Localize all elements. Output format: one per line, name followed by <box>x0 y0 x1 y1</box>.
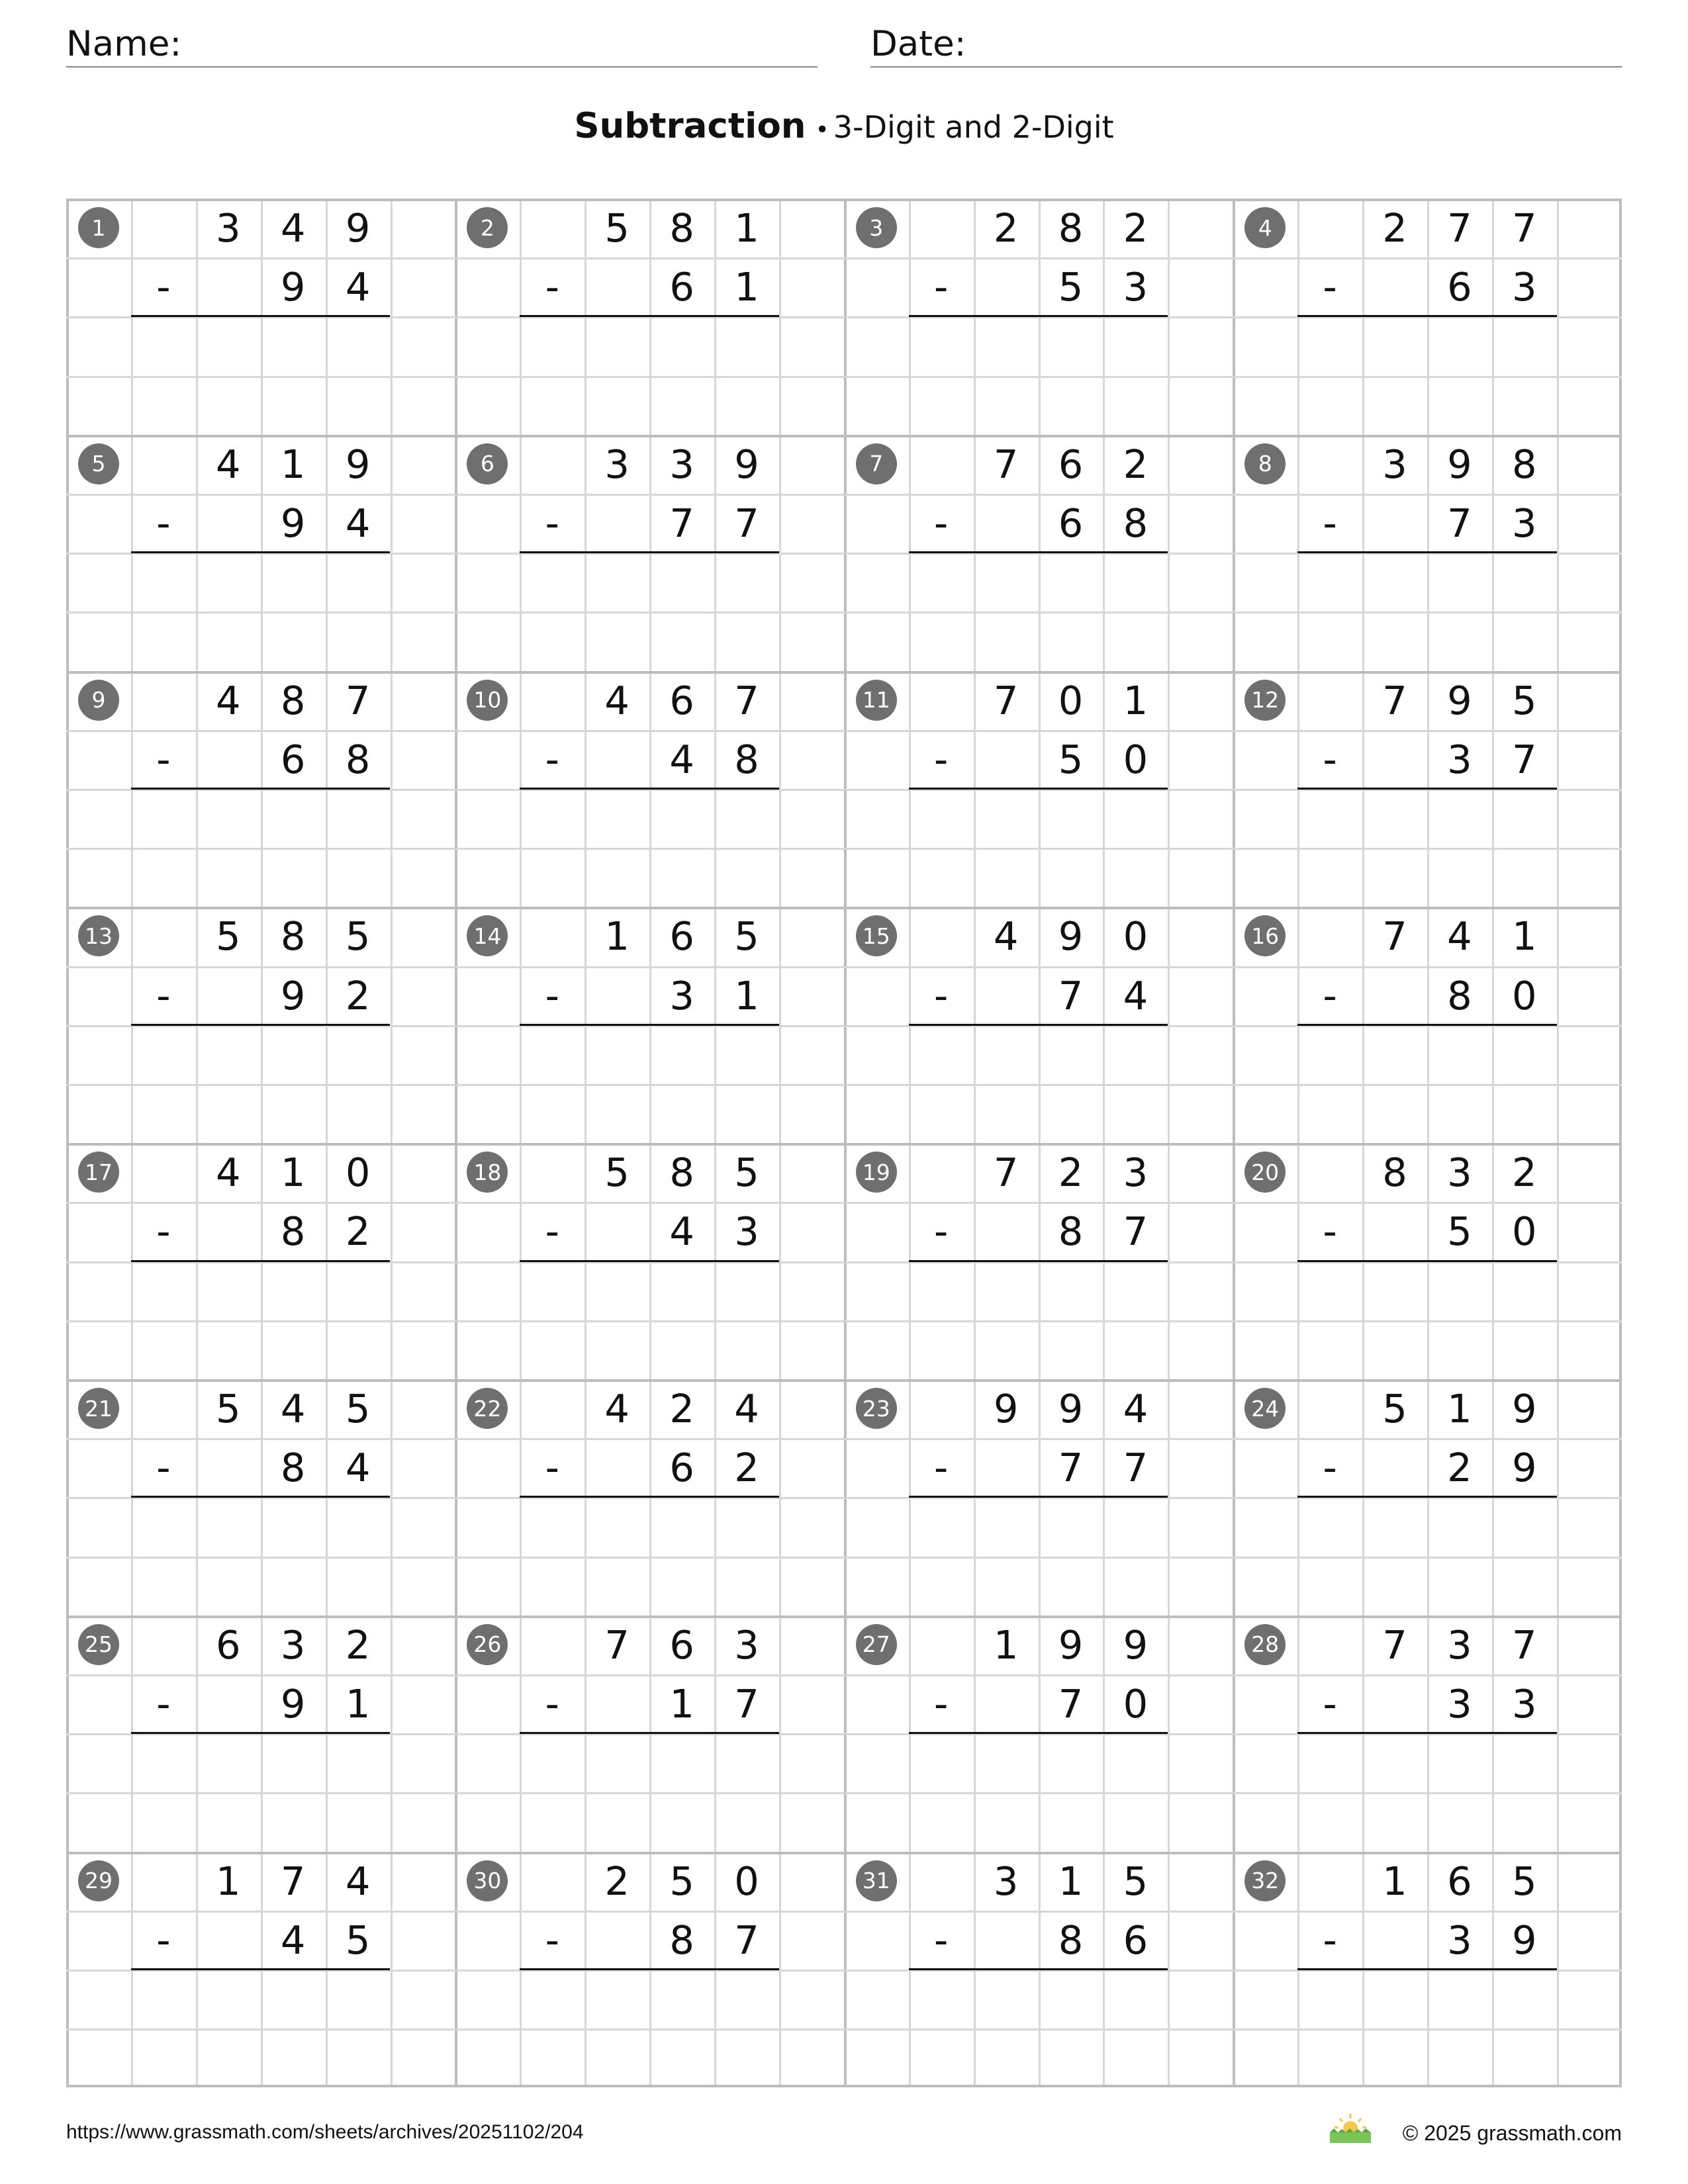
subtrahend-digit: 1 <box>734 264 759 310</box>
subtrahend-digit: 9 <box>1512 1445 1537 1491</box>
minus-sign: - <box>934 500 949 546</box>
minus-sign: - <box>934 1681 949 1727</box>
minuend-digit: 9 <box>1058 1386 1084 1432</box>
subtrahend-digit: 7 <box>1058 972 1084 1019</box>
minuend-digit: 1 <box>1123 677 1149 723</box>
minuend-digit: 6 <box>216 1621 241 1668</box>
problem-number-badge: 25 <box>78 1624 119 1665</box>
minuend-digit: 3 <box>216 205 241 251</box>
minuend-digit: 1 <box>604 913 630 960</box>
problem-number-badge: 22 <box>467 1388 508 1429</box>
problem-number-badge: 26 <box>467 1624 508 1665</box>
minuend-digit: 1 <box>280 441 306 487</box>
minuend-digit: 0 <box>1123 913 1149 960</box>
subtrahend-digit: 5 <box>1447 1208 1472 1255</box>
subtrahend-digit: 4 <box>1123 972 1149 1019</box>
subtrahend-digit: 7 <box>669 500 694 546</box>
answer-line <box>909 1732 1168 1734</box>
minuend-digit: 3 <box>280 1621 306 1668</box>
answer-line <box>909 1260 1168 1262</box>
grid-line <box>66 1084 1622 1086</box>
subtrahend-digit: 7 <box>1058 1681 1084 1727</box>
minuend-digit: 4 <box>993 913 1019 960</box>
minuend-digit: 7 <box>345 677 371 723</box>
minuend-digit: 3 <box>669 441 694 487</box>
minuend-digit: 1 <box>1382 1858 1407 1904</box>
problem-number-badge: 19 <box>856 1152 897 1193</box>
grid-line <box>66 2028 1622 2030</box>
subtrahend-digit: 7 <box>734 1917 759 1963</box>
subtrahend-digit: 8 <box>280 1208 306 1255</box>
problem-number-badge: 27 <box>856 1624 897 1665</box>
problem-number-badge: 28 <box>1244 1624 1286 1665</box>
minus-sign: - <box>1323 1681 1337 1727</box>
minus-sign: - <box>934 1445 949 1491</box>
minuend-digit: 9 <box>993 1386 1019 1432</box>
minuend-digit: 8 <box>280 913 306 960</box>
answer-line <box>909 315 1168 317</box>
minus-sign: - <box>1323 1208 1337 1255</box>
problem-number-badge: 20 <box>1244 1152 1286 1193</box>
minuend-digit: 1 <box>1058 1858 1084 1904</box>
minuend-digit: 4 <box>280 205 306 251</box>
minuend-digit: 6 <box>669 913 694 960</box>
problem-number-badge: 15 <box>856 915 897 956</box>
minuend-digit: 7 <box>993 677 1019 723</box>
minuend-digit: 5 <box>1123 1858 1149 1904</box>
answer-line <box>1297 1732 1557 1734</box>
problem-number-badge: 13 <box>78 915 119 956</box>
subtrahend-digit: 8 <box>734 736 759 782</box>
minus-sign: - <box>545 972 559 1019</box>
minuend-digit: 6 <box>1447 1858 1472 1904</box>
answer-line <box>520 315 779 317</box>
minuend-digit: 3 <box>993 1858 1019 1904</box>
answer-line <box>1297 1260 1557 1262</box>
footer-copyright: © 2025 grassmath.com <box>1402 2121 1622 2145</box>
minus-sign: - <box>545 264 559 310</box>
minus-sign: - <box>545 1917 559 1963</box>
minus-sign: - <box>156 1681 171 1727</box>
minus-sign: - <box>1323 264 1337 310</box>
minuend-digit: 3 <box>1382 441 1407 487</box>
answer-line <box>909 551 1168 553</box>
answer-line <box>909 1496 1168 1498</box>
subtrahend-digit: 4 <box>669 1208 694 1255</box>
minuend-digit: 9 <box>1447 441 1472 487</box>
subtrahend-digit: 6 <box>1123 1917 1149 1963</box>
minuend-digit: 7 <box>1382 913 1407 960</box>
minuend-digit: 5 <box>1382 1386 1407 1432</box>
minuend-digit: 5 <box>604 1150 630 1196</box>
subtrahend-digit: 2 <box>1447 1445 1472 1491</box>
minuend-digit: 8 <box>669 1150 694 1196</box>
minuend-digit: 2 <box>604 1858 630 1904</box>
problem-number-badge: 29 <box>78 1860 119 1901</box>
subtrahend-digit: 2 <box>345 972 371 1019</box>
minus-sign: - <box>545 1208 559 1255</box>
answer-line <box>131 1496 391 1498</box>
answer-line <box>520 551 779 553</box>
subtrahend-digit: 1 <box>345 1681 371 1727</box>
minuend-digit: 2 <box>1382 205 1407 251</box>
minuend-digit: 0 <box>345 1150 371 1196</box>
minuend-digit: 4 <box>604 1386 630 1432</box>
minuend-digit: 5 <box>345 1386 371 1432</box>
subtrahend-digit: 4 <box>345 1445 371 1491</box>
problem-number-badge: 1 <box>78 207 119 248</box>
minuend-digit: 6 <box>1058 441 1084 487</box>
subtrahend-digit: 1 <box>734 972 759 1019</box>
answer-line <box>1297 551 1557 553</box>
problem-number-badge: 3 <box>856 207 897 248</box>
problem-number-badge: 14 <box>467 915 508 956</box>
problem-number-badge: 32 <box>1244 1860 1286 1901</box>
title-main: Subtraction <box>574 106 806 146</box>
problem-number-badge: 24 <box>1244 1388 1286 1429</box>
minuend-digit: 7 <box>1512 205 1537 251</box>
minuend-digit: 0 <box>1058 677 1084 723</box>
subtrahend-digit: 9 <box>280 264 306 310</box>
minuend-digit: 1 <box>1447 1386 1472 1432</box>
problem-number-badge: 21 <box>78 1388 119 1429</box>
answer-line <box>1297 1024 1557 1026</box>
subtrahend-digit: 7 <box>1123 1445 1149 1491</box>
minus-sign: - <box>156 264 171 310</box>
minuend-digit: 4 <box>280 1386 306 1432</box>
subtrahend-digit: 3 <box>1512 1681 1537 1727</box>
answer-line <box>909 1968 1168 1970</box>
minuend-digit: 7 <box>993 441 1019 487</box>
minuend-digit: 9 <box>1058 913 1084 960</box>
subtrahend-digit: 1 <box>669 1681 694 1727</box>
answer-line <box>131 1732 391 1734</box>
answer-line <box>131 551 391 553</box>
subtrahend-digit: 0 <box>1123 736 1149 782</box>
subtrahend-digit: 4 <box>669 736 694 782</box>
minuend-digit: 2 <box>1123 205 1149 251</box>
subtrahend-digit: 7 <box>1447 500 1472 546</box>
minuend-digit: 1 <box>993 1621 1019 1668</box>
minus-sign: - <box>545 500 559 546</box>
subtrahend-digit: 9 <box>280 1681 306 1727</box>
minuend-digit: 9 <box>345 205 371 251</box>
minuend-digit: 1 <box>734 205 759 251</box>
subtrahend-digit: 0 <box>1512 1208 1537 1255</box>
minus-sign: - <box>1323 1445 1337 1491</box>
problem-number-badge: 8 <box>1244 443 1286 484</box>
subtrahend-digit: 0 <box>1123 1681 1149 1727</box>
subtrahend-digit: 3 <box>1123 264 1149 310</box>
problem-number-badge: 5 <box>78 443 119 484</box>
minuend-digit: 9 <box>1447 677 1472 723</box>
answer-line <box>1297 1968 1557 1970</box>
minuend-digit: 5 <box>345 913 371 960</box>
minuend-digit: 5 <box>1512 1858 1537 1904</box>
minuend-digit: 2 <box>669 1386 694 1432</box>
minuend-digit: 4 <box>604 677 630 723</box>
minuend-digit: 4 <box>734 1386 759 1432</box>
minus-sign: - <box>156 1445 171 1491</box>
grid-line <box>66 1792 1622 1794</box>
name-line <box>66 66 818 68</box>
subtrahend-digit: 3 <box>1512 500 1537 546</box>
minuend-digit: 7 <box>734 677 759 723</box>
minuend-digit: 8 <box>1382 1150 1407 1196</box>
subtrahend-digit: 6 <box>280 736 306 782</box>
minuend-digit: 1 <box>280 1150 306 1196</box>
minus-sign: - <box>156 500 171 546</box>
subtrahend-digit: 8 <box>1058 1208 1084 1255</box>
answer-line <box>1297 1496 1557 1498</box>
subtrahend-digit: 8 <box>669 1917 694 1963</box>
subtrahend-digit: 7 <box>734 1681 759 1727</box>
subtrahend-digit: 3 <box>1447 1917 1472 1963</box>
subtrahend-digit: 2 <box>734 1445 759 1491</box>
minuend-digit: 7 <box>1512 1621 1537 1668</box>
minuend-digit: 1 <box>1512 913 1537 960</box>
subtrahend-digit: 8 <box>280 1445 306 1491</box>
subtrahend-digit: 9 <box>280 500 306 546</box>
minuend-digit: 8 <box>1058 205 1084 251</box>
minuend-digit: 5 <box>216 1386 241 1432</box>
minuend-digit: 6 <box>669 1621 694 1668</box>
minuend-digit: 7 <box>1382 1621 1407 1668</box>
minus-sign: - <box>156 972 171 1019</box>
minuend-digit: 8 <box>1512 441 1537 487</box>
problem-number-badge: 18 <box>467 1152 508 1193</box>
minuend-digit: 9 <box>1058 1621 1084 1668</box>
minus-sign: - <box>545 1681 559 1727</box>
subtrahend-digit: 7 <box>734 500 759 546</box>
minuend-digit: 5 <box>1512 677 1537 723</box>
problem-number-badge: 7 <box>856 443 897 484</box>
minuend-digit: 4 <box>216 677 241 723</box>
minus-sign: - <box>1323 1917 1337 1963</box>
problem-number-badge: 16 <box>1244 915 1286 956</box>
subtrahend-digit: 6 <box>669 264 694 310</box>
minuend-digit: 9 <box>1512 1386 1537 1432</box>
grass-sun-logo-icon <box>1327 2111 1374 2144</box>
subtrahend-digit: 5 <box>345 1917 371 1963</box>
problem-number-badge: 11 <box>856 680 897 721</box>
answer-line <box>520 1496 779 1498</box>
worksheet-title <box>0 106 1688 146</box>
minus-sign: - <box>156 736 171 782</box>
subtrahend-digit: 9 <box>280 972 306 1019</box>
minuend-digit: 2 <box>345 1621 371 1668</box>
problem-number-badge: 2 <box>467 207 508 248</box>
subtrahend-digit: 8 <box>345 736 371 782</box>
minus-sign: - <box>1323 972 1337 1019</box>
answer-line <box>131 1260 391 1262</box>
minuend-digit: 3 <box>604 441 630 487</box>
name-label: Name: <box>66 24 182 64</box>
minuend-digit: 5 <box>734 913 759 960</box>
minuend-digit: 4 <box>216 1150 241 1196</box>
minus-sign: - <box>545 1445 559 1491</box>
minuend-digit: 7 <box>604 1621 630 1668</box>
subtrahend-digit: 8 <box>1447 972 1472 1019</box>
problem-number-badge: 31 <box>856 1860 897 1901</box>
title-subtitle: 3-Digit and 2-Digit <box>833 109 1114 145</box>
problem-number-badge: 9 <box>78 680 119 721</box>
answer-line <box>520 1968 779 1970</box>
subtrahend-digit: 7 <box>1058 1445 1084 1491</box>
subtrahend-digit: 7 <box>1123 1208 1149 1255</box>
problem-number-badge: 17 <box>78 1152 119 1193</box>
answer-line <box>520 1260 779 1262</box>
minuend-digit: 2 <box>1512 1150 1537 1196</box>
minus-sign: - <box>934 972 949 1019</box>
minus-sign: - <box>156 1208 171 1255</box>
subtrahend-digit: 8 <box>1123 500 1149 546</box>
subtrahend-digit: 0 <box>1512 972 1537 1019</box>
subtrahend-digit: 3 <box>669 972 694 1019</box>
minuend-digit: 5 <box>604 205 630 251</box>
minuend-digit: 9 <box>1123 1621 1149 1668</box>
minuend-digit: 0 <box>734 1858 759 1904</box>
minuend-digit: 2 <box>1123 441 1149 487</box>
subtrahend-digit: 6 <box>669 1445 694 1491</box>
minuend-digit: 7 <box>280 1858 306 1904</box>
minuend-digit: 8 <box>280 677 306 723</box>
minuend-digit: 5 <box>734 1150 759 1196</box>
problem-number-badge: 12 <box>1244 680 1286 721</box>
subtrahend-digit: 4 <box>345 500 371 546</box>
minuend-digit: 5 <box>669 1858 694 1904</box>
minuend-digit: 1 <box>216 1858 241 1904</box>
grid-line <box>66 612 1622 614</box>
minuend-digit: 4 <box>345 1858 371 1904</box>
problem-number-badge: 10 <box>467 680 508 721</box>
grid-line <box>66 1320 1622 1322</box>
minuend-digit: 3 <box>1447 1150 1472 1196</box>
minuend-digit: 4 <box>1447 913 1472 960</box>
title-bullet: • <box>815 116 829 144</box>
minus-sign: - <box>156 1917 171 1963</box>
answer-line <box>909 788 1168 790</box>
answer-line <box>1297 788 1557 790</box>
problem-number-badge: 4 <box>1244 207 1286 248</box>
grid-line <box>66 376 1622 378</box>
subtrahend-digit: 3 <box>1447 736 1472 782</box>
minus-sign: - <box>545 736 559 782</box>
answer-line <box>131 315 391 317</box>
answer-line <box>131 1024 391 1026</box>
problem-grid <box>66 199 1622 2087</box>
subtrahend-digit: 3 <box>1512 264 1537 310</box>
grid-line <box>66 1557 1622 1559</box>
minus-sign: - <box>934 264 949 310</box>
subtrahend-digit: 9 <box>1512 1917 1537 1963</box>
minuend-digit: 3 <box>1123 1150 1149 1196</box>
minuend-digit: 8 <box>669 205 694 251</box>
answer-line <box>1297 315 1557 317</box>
subtrahend-digit: 6 <box>1058 500 1084 546</box>
answer-line <box>520 1732 779 1734</box>
minuend-digit: 9 <box>734 441 759 487</box>
answer-line <box>909 1024 1168 1026</box>
minuend-digit: 4 <box>216 441 241 487</box>
minuend-digit: 7 <box>1382 677 1407 723</box>
minus-sign: - <box>934 736 949 782</box>
answer-line <box>520 788 779 790</box>
minuend-digit: 2 <box>1058 1150 1084 1196</box>
subtrahend-digit: 3 <box>734 1208 759 1255</box>
minus-sign: - <box>1323 500 1337 546</box>
problem-number-badge: 30 <box>467 1860 508 1901</box>
subtrahend-digit: 3 <box>1447 1681 1472 1727</box>
problem-number-badge: 23 <box>856 1388 897 1429</box>
subtrahend-digit: 6 <box>1447 264 1472 310</box>
minuend-digit: 4 <box>1123 1386 1149 1432</box>
subtrahend-digit: 8 <box>1058 1917 1084 1963</box>
answer-line <box>131 788 391 790</box>
subtrahend-digit: 5 <box>1058 736 1084 782</box>
grid-line <box>66 848 1622 850</box>
minuend-digit: 3 <box>734 1621 759 1668</box>
subtrahend-digit: 4 <box>345 264 371 310</box>
problem-number-badge: 6 <box>467 443 508 484</box>
minuend-digit: 7 <box>1447 205 1472 251</box>
minuend-digit: 7 <box>993 1150 1019 1196</box>
answer-line <box>520 1024 779 1026</box>
answer-line <box>131 1968 391 1970</box>
grid-line <box>66 2085 1622 2087</box>
minuend-digit: 3 <box>1447 1621 1472 1668</box>
minus-sign: - <box>934 1917 949 1963</box>
footer-url: https://www.grassmath.com/sheets/archives/20251102/204 <box>66 2121 584 2143</box>
date-label: Date: <box>870 24 966 64</box>
subtrahend-digit: 4 <box>280 1917 306 1963</box>
subtrahend-digit: 5 <box>1058 264 1084 310</box>
minuend-digit: 5 <box>216 913 241 960</box>
minuend-digit: 9 <box>345 441 371 487</box>
minuend-digit: 2 <box>993 205 1019 251</box>
minus-sign: - <box>934 1208 949 1255</box>
subtrahend-digit: 7 <box>1512 736 1537 782</box>
minus-sign: - <box>1323 736 1337 782</box>
date-line <box>870 66 1622 68</box>
subtrahend-digit: 2 <box>345 1208 371 1255</box>
minuend-digit: 6 <box>669 677 694 723</box>
